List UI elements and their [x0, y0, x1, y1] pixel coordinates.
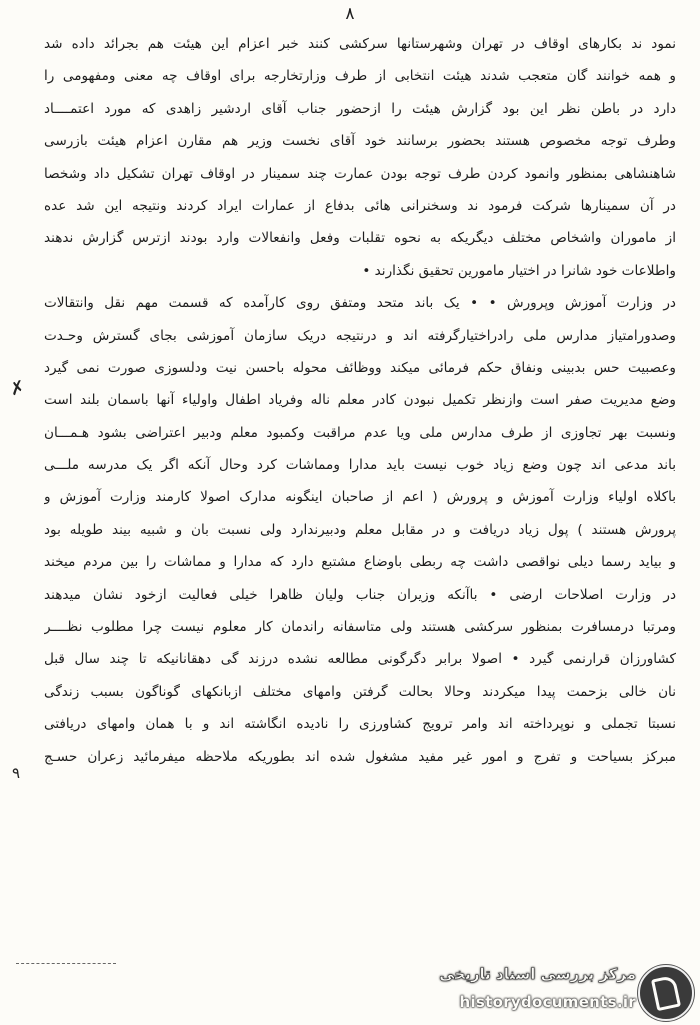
text-line-1: نمود ند بکارهای اوقاف در تهران وشهرستانها سرکشی کنند خبر اعزام این هیئت هم بجرائد داده شد: [44, 36, 676, 52]
text-line-8: واطلاعات خود شانرا در اختیار مامورین تحقیق نگذارند •: [362, 262, 676, 279]
text-line-19: ومرتبا درمسافرت بمنظور سرکشی هستند ولی متاسفانه راندمان کار معلوم نیست چرا مطلوب نظــــر: [44, 619, 676, 636]
margin-number-nine: ۹: [12, 764, 21, 782]
text-line-6: در آن سمینارها شرکت فرمود ند وسخنرانی هائی بدفاع از عمارات ایراد کردند ونتیجه این شد عده: [44, 197, 676, 214]
text-line-18: در وزارت اصلاحات ارضی • باآنکه وزیران جناب ولیان ظاهرا خیلی فعالیت ازخود نشان میدهند: [44, 586, 676, 603]
text-line-20: کشاورزان قرارنمی گیرد • اصولا برابر دگرگونی مطالعه نشده درزند گی دهقانانیکه تا چند سال قبل: [44, 651, 676, 668]
text-line-11: وعصبیت حس بدبینی ونفاق حکم فرمائی میکند ووظائف محوله باحسن نیت ودلسوزی صورت نمی گیرد: [44, 359, 676, 376]
margin-cross-mark: ✗: [7, 376, 28, 401]
watermark: [404, 963, 694, 1021]
text-line-21: نان خالی بزحمت پیدا میکردند وحالا بحالت گرفتن وامهای مختلف ازبانکهای گوناگون بسبب زندگی: [44, 683, 676, 700]
text-line-4: وطرف توجه مخصوص هستند بحضور برسانند خود آقای نخست وزیر هم مقارن اعزام هیئت بازرسی: [44, 133, 676, 150]
text-line-5: شاهنشاهی بمنظور وانمود کردن طرف توجه بودن عمارت چند سمینار در اوقاف تهران تشکیل داد وشخصا: [44, 165, 676, 182]
page-number: ۸: [345, 4, 355, 24]
text-line-9: در وزارت آموزش وپرورش • • یک باند متحد ومتفق روی کارآمده که قسمت مهم نقل وانتقالات: [44, 295, 676, 312]
text-line-14: باند مدعی اند چون وضع زیاد خوب نیست باید مدارا ومماشات کرد وحال آنکه اگر یک مدرسه ملـــی: [44, 457, 676, 474]
text-line-12: وضع مدیریت صفر است وازنظر تکمیل نبودن کادر معلم ناله وفریاد اطفال واولیاء آنها باسمان بلند است: [44, 392, 676, 409]
text-line-22: نسبتا تجملی و نوپرداخته اند وامر ترویج کشاورزی را نادیده انگاشته اند و با همان وامهای دریافتی: [44, 716, 676, 733]
watermark-url: historydocuments.ir: [459, 993, 636, 1011]
text-line-16: پرورش هستند ) پول زیاد دریافت و در مقابل معلم ودبیرندارد ولی نسبت بان و شبیه بیند طویله بود: [44, 521, 676, 538]
text-line-23: مبرکز بسیاحت و تفرج و امور غیر مفید مشغول شده اند بطوریکه ملاحظه میفرمائید زعران حسـج: [44, 748, 676, 765]
archive-logo-icon: [638, 965, 694, 1021]
text-line-2: و همه خوانند گان متعجب شدند هیئت انتخابی از طرف وزارتخارجه برای اوقاف چه معنی ومفهومی را: [44, 68, 676, 85]
text-line-13: ونسبت بهر تجاوزی از طرف مدارس ملی ویا عدم مراقبت وکمبود معلم ودبیر اعتراضی بشود هـمـــان: [44, 424, 676, 441]
dashed-rule: [16, 963, 116, 964]
text-line-17: و بیاید رسما دیلی نواقصی داشت چه ربطی باوضاع مشتبع دارد که مدارا و مماشات را بین مردم میخند: [44, 554, 676, 571]
watermark-title: مرکز بررسی اسناد تاریخی: [439, 965, 636, 983]
text-line-15: باکلاه اولیاء وزارت آموزش و پرورش ( اعم از صاحبان اینگونه مدارک اصولا کارمند وزارت آموزش و: [44, 489, 676, 506]
typed-letter-body: [44, 28, 676, 773]
text-line-3: دارد در باطن نظر این بود گزارش هیئت را ازحضور جناب آقای اردشیر زاهدی که مورد اعتمــــاد: [44, 100, 676, 117]
text-line-10: وصدورامتیاز مدارس ملی رادراختیارگرفته اند و درنتیجه دریک سازمان آموزشی بجای گسترش وحـدت: [44, 327, 676, 344]
text-line-7: از ماموران واشخاص مختلف دیگریکه به نحوه تقلبات وفعل وانفعالات وارد بودند ازترس گزارش ندهند: [44, 230, 676, 247]
